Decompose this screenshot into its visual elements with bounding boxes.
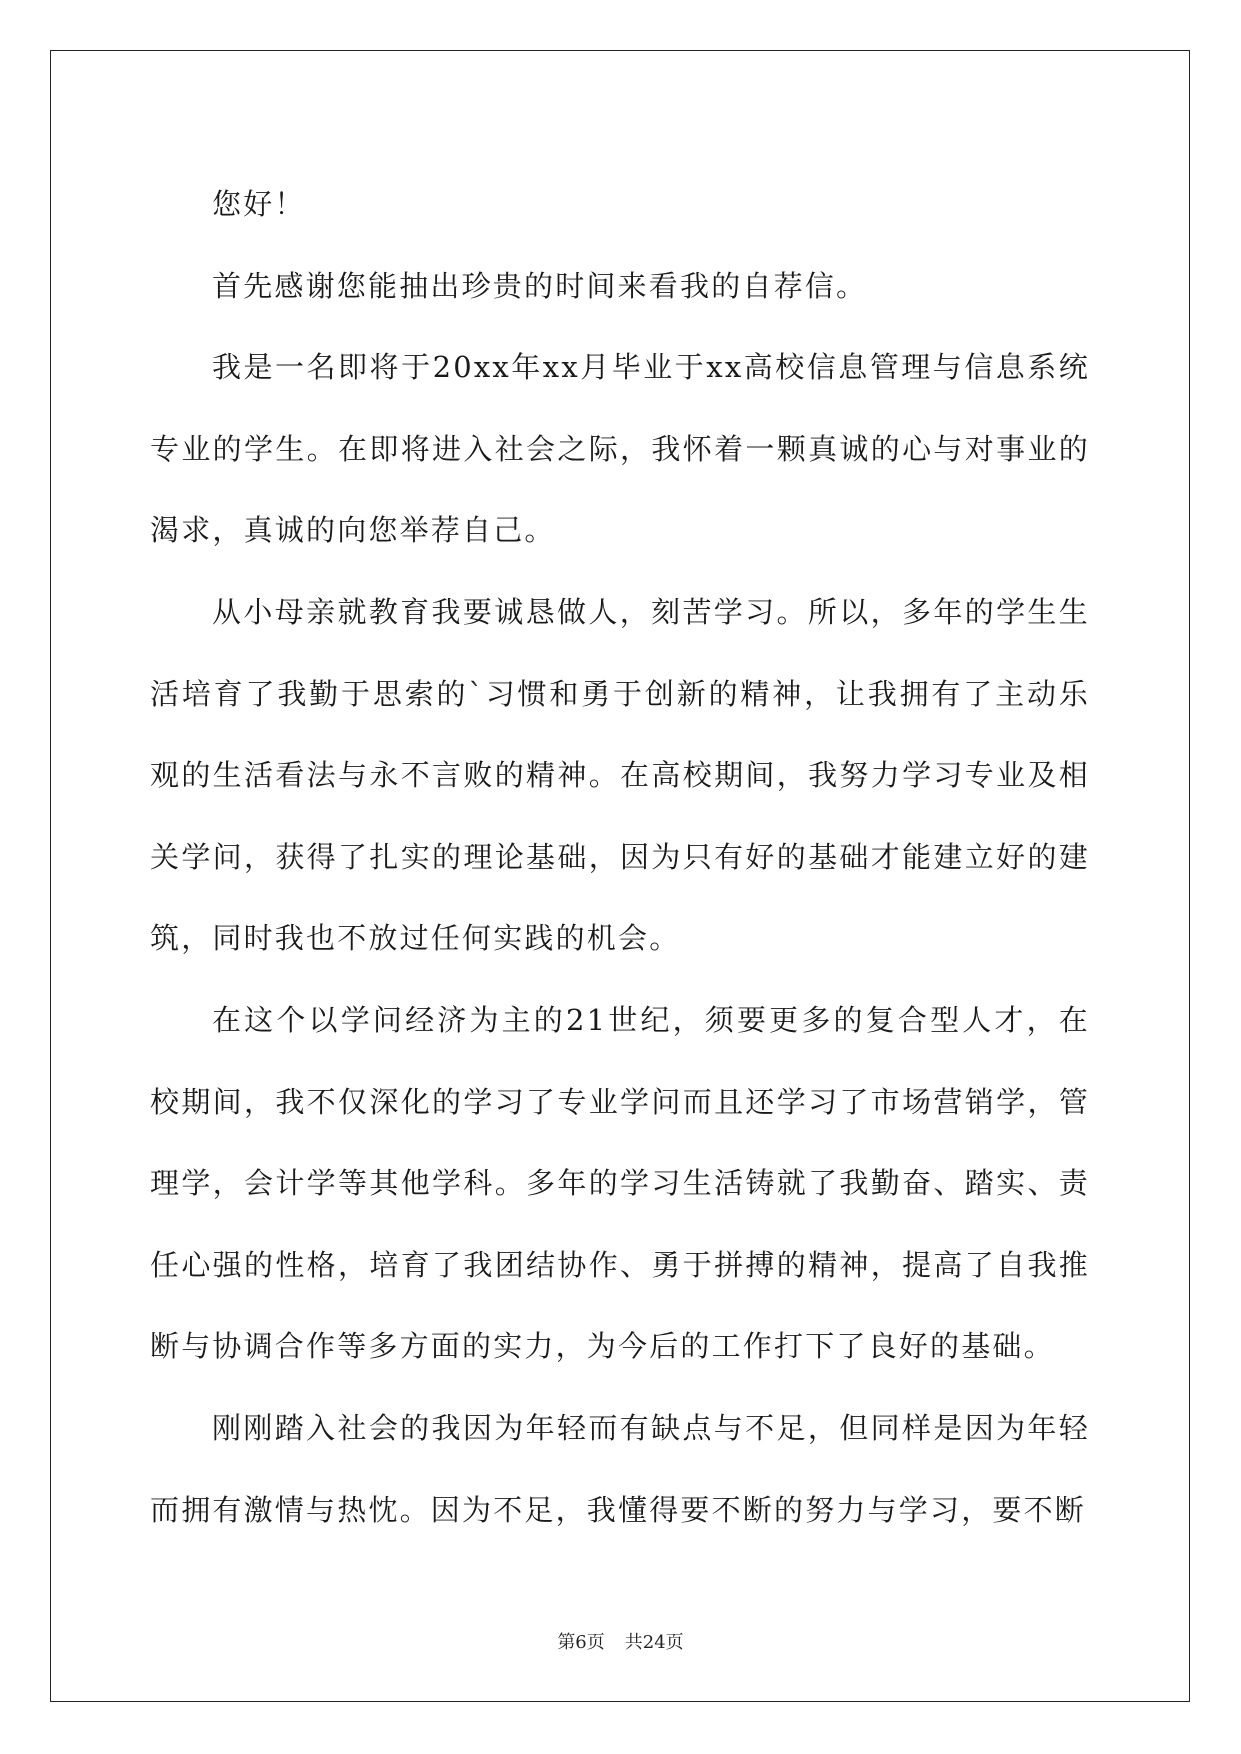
paragraph-4: 在这个以学问经济为主的21世纪，须要更多的复合型人才，在校期间，我不仅深化的学习了专业学问而且还学习了市场营销学，管理学，会计学等其他学科。多年的学习生活铸就了我勤奋、踏实、责任心强的性格，培育了我团结协作、勇于拼搏的精神，提高了自我推断与协调合作等多方面的实力，为今后的工作打下了良好的基础。 bbox=[150, 1002, 1090, 1364]
paragraph-2: 我是一名即将于20xx年xx月毕业于xx高校信息管理与信息系统专业的学生。在即将进入社会之际，我怀着一颗真诚的心与对事业的渴求，真诚的向您举荐自己。 bbox=[150, 350, 1090, 548]
paragraph-1: 首先感谢您能抽出珍贵的时间来看我的自荐信。 bbox=[212, 268, 868, 303]
greeting: 您好！ bbox=[212, 187, 306, 221]
page-number: 第6页 bbox=[557, 1632, 605, 1653]
page-footer bbox=[0, 1628, 1241, 1654]
document-body bbox=[150, 164, 1090, 1551]
paragraph-3: 从小母亲就教育我要诚恳做人，刻苦学习。所以，多年的学生生活培育了我勤于思索的`习惯和勇于创新的精神，让我拥有了主动乐观的生活看法与永不言败的精神。在高校期间，我努力学习专业及相关学问，获得了扎实的理论基础，因为只有好的基础才能建立好的建筑，同时我也不放过任何实践的机会。 bbox=[150, 594, 1090, 956]
paragraph-5: 刚刚踏入社会的我因为年轻而有缺点与不足，但同样是因为年轻而拥有激情与热忱。因为不足，我懂得要不断的努力与学习，要不断 bbox=[150, 1410, 1090, 1527]
page-total: 共24页 bbox=[624, 1632, 684, 1653]
